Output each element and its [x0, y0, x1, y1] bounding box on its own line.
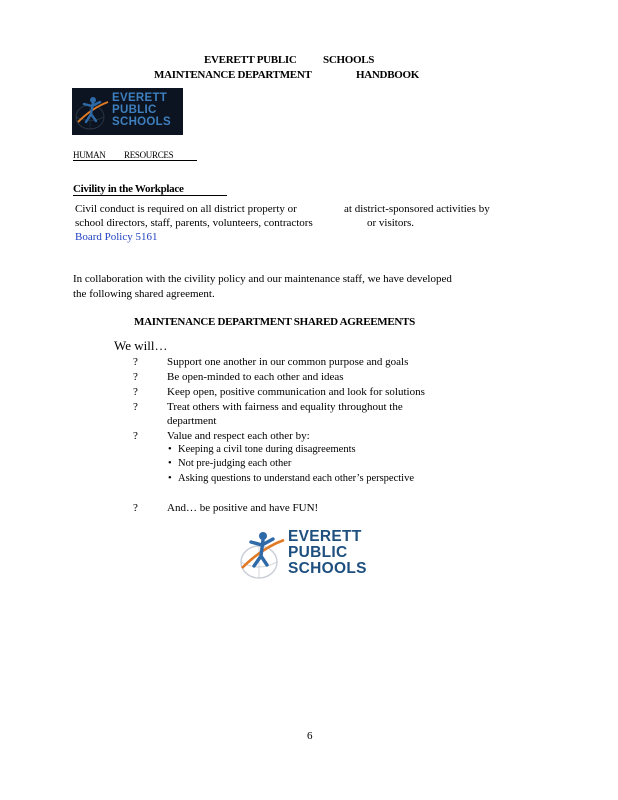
logo-bottom-word-3: SCHOOLS [288, 560, 367, 577]
bullet-marker: • [168, 444, 172, 455]
list-marker: ? [133, 386, 138, 398]
intro-line1: In collaboration with the civility policy and our maintenance staff, we have developed [73, 273, 452, 285]
agreements-title: MAINTENANCE DEPARTMENT SHARED AGREEMENTS [134, 316, 415, 328]
agreement-item-1: Support one another in our common purpose and goals [167, 356, 409, 368]
civility-row1-left: Civil conduct is required on all district property or [75, 203, 297, 215]
bullet-marker: • [168, 473, 172, 484]
logo-top-word-2: PUBLIC [112, 104, 157, 116]
logo-bottom-word-1: EVERETT [288, 528, 362, 545]
logo-top-word-1: EVERETT [112, 92, 168, 104]
globe-figure-icon [234, 522, 290, 584]
district-logo-top [72, 88, 183, 135]
district-logo-bottom [234, 522, 374, 584]
list-marker: ? [133, 430, 138, 442]
board-policy-link[interactable]: Board Policy 5161 [75, 231, 158, 243]
civility-heading: Civility in the Workplace [73, 183, 184, 195]
agreement-item-3: Keep open, positive communication and look for solutions [167, 386, 425, 398]
bullet-marker: • [168, 458, 172, 469]
globe-figure-icon [72, 88, 112, 135]
agreement-item-4: Treat others with fairness and equality throughout the [167, 401, 403, 413]
agreement-item-5: Value and respect each other by: [167, 430, 310, 442]
logo-bottom-word-2: PUBLIC [288, 544, 348, 561]
section-tag-resources: RESOURCES [124, 150, 174, 160]
logo-top-wordmark [112, 92, 171, 128]
sub-item-1: Keeping a civil tone during disagreements [178, 444, 356, 455]
agreement-item-2: Be open-minded to each other and ideas [167, 371, 344, 383]
section-tag-human: HUMAN [73, 150, 106, 160]
list-marker: ? [133, 502, 138, 514]
header-line2-right: HANDBOOK [356, 69, 419, 81]
header-line1-left: EVERETT PUBLIC [204, 54, 297, 66]
header-line2-left: MAINTENANCE DEPARTMENT [154, 69, 312, 81]
civility-row2-right: or visitors. [367, 217, 415, 229]
sub-item-2: Not pre-judging each other [178, 458, 292, 469]
section-tag-underline [73, 160, 197, 161]
intro-line2: the following shared agreement. [73, 288, 215, 300]
header-line1-right: SCHOOLS [323, 54, 375, 66]
list-marker: ? [133, 371, 138, 383]
we-will-heading: We will… [114, 338, 168, 353]
logo-top-word-3: SCHOOLS [112, 116, 171, 128]
agreement-item-6: And… be positive and have FUN! [167, 502, 319, 514]
logo-bottom-wordmark [288, 529, 367, 577]
page-number: 6 [307, 730, 313, 742]
civility-heading-underline [73, 195, 227, 196]
civility-row2-left: school directors, staff, parents, volunteers, contractors [75, 217, 313, 229]
agreement-item-4-cont: department [167, 415, 217, 427]
list-marker: ? [133, 401, 138, 413]
sub-item-3: Asking questions to understand each other’s perspective [178, 473, 414, 484]
list-marker: ? [133, 356, 138, 368]
civility-row1-right: at district-sponsored activities by [344, 203, 490, 215]
